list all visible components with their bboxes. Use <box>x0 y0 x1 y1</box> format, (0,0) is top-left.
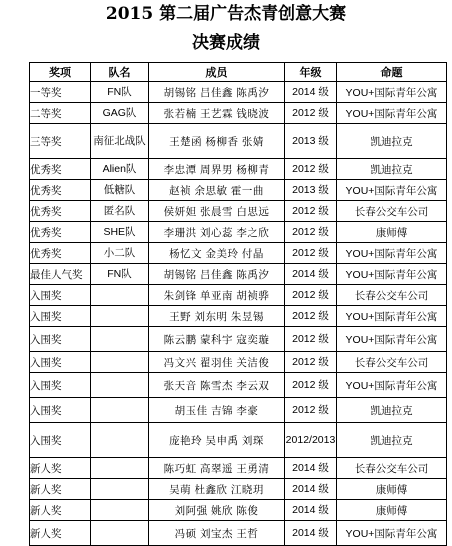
award-cell: 入围奖 <box>30 285 91 306</box>
members-cell: 冯文兴 翟羽佳 关洁俊 <box>149 352 285 373</box>
topic-cell: YOU+国际青年公寓 <box>337 521 447 546</box>
table-row <box>30 285 447 306</box>
grade-cell: 2012 级 <box>285 201 337 222</box>
team-cell <box>91 398 149 423</box>
team-cell: GAG队 <box>91 103 149 124</box>
topic-cell: 凯迪拉克 <box>337 124 447 159</box>
members-cell: 李忠潭 周界男 杨柳青 <box>149 159 285 180</box>
grade-cell: 2014 级 <box>285 458 337 479</box>
table-row <box>30 124 447 159</box>
team-cell: Alien队 <box>91 159 149 180</box>
topic-cell: 长春公交车公司 <box>337 352 447 373</box>
table-row <box>30 373 447 398</box>
members-cell: 胡锡铭 吕佳鑫 陈禹汐 <box>149 82 285 103</box>
team-cell <box>91 327 149 352</box>
award-cell: 优秀奖 <box>30 180 91 201</box>
table-row <box>30 180 447 201</box>
topic-cell: YOU+国际青年公寓 <box>337 243 447 264</box>
grade-cell: 2012 级 <box>285 222 337 243</box>
topic-cell: 长春公交车公司 <box>337 201 447 222</box>
members-cell: 胡玉佳 吉锦 李豪 <box>149 398 285 423</box>
members-cell: 陈云鹏 蒙科宇 寇奕璇 <box>149 327 285 352</box>
topic-cell: YOU+国际青年公寓 <box>337 82 447 103</box>
award-cell: 新人奖 <box>30 458 91 479</box>
award-cell: 入围奖 <box>30 398 91 423</box>
grade-cell: 2012 级 <box>285 398 337 423</box>
topic-cell: 长春公交车公司 <box>337 458 447 479</box>
table-row <box>30 500 447 521</box>
award-cell: 新人奖 <box>30 521 91 546</box>
members-cell: 李珊洪 刘心蕊 李之欣 <box>149 222 285 243</box>
grade-cell: 2012 级 <box>285 103 337 124</box>
header-grade: 年级 <box>285 63 337 82</box>
topic-cell: YOU+国际青年公寓 <box>337 327 447 352</box>
award-cell: 优秀奖 <box>30 222 91 243</box>
grade-cell: 2012/2013 <box>285 423 337 458</box>
members-cell: 朱剑锋 单亚南 胡祯骅 <box>149 285 285 306</box>
grade-cell: 2012 级 <box>285 352 337 373</box>
grade-cell: 2012 级 <box>285 159 337 180</box>
team-cell <box>91 373 149 398</box>
team-cell <box>91 423 149 458</box>
table-row <box>30 222 447 243</box>
table-row <box>30 479 447 500</box>
grade-cell: 2014 级 <box>285 479 337 500</box>
table-row <box>30 82 447 103</box>
award-cell: 入围奖 <box>30 327 91 352</box>
header-team: 队名 <box>91 63 149 82</box>
table-row <box>30 458 447 479</box>
award-cell: 三等奖 <box>30 124 91 159</box>
members-cell: 冯硕 刘宝杰 王哲 <box>149 521 285 546</box>
award-cell: 二等奖 <box>30 103 91 124</box>
team-cell: FN队 <box>91 264 149 285</box>
page-title: 2015 第二届广告杰青创意大赛 <box>105 4 347 24</box>
header-award: 奖项 <box>30 63 91 82</box>
topic-cell: 凯迪拉克 <box>337 398 447 423</box>
table-row <box>30 103 447 124</box>
table-row <box>30 423 447 458</box>
team-cell <box>91 352 149 373</box>
award-cell: 优秀奖 <box>30 159 91 180</box>
topic-cell: 康师傅 <box>337 222 447 243</box>
team-cell <box>91 521 149 546</box>
grade-cell: 2014 级 <box>285 500 337 521</box>
team-cell: 南征北战队 <box>91 124 149 159</box>
grade-cell: 2012 级 <box>285 306 337 327</box>
award-cell: 入围奖 <box>30 373 91 398</box>
header-members: 成员 <box>149 63 285 82</box>
page-subtitle: 决赛成绩 <box>192 33 260 53</box>
grade-cell: 2014 级 <box>285 82 337 103</box>
members-cell: 侯妍妲 张晨雪 白思远 <box>149 201 285 222</box>
topic-cell: 康师傅 <box>337 479 447 500</box>
members-cell: 胡锡铭 吕佳鑫 陈禹汐 <box>149 264 285 285</box>
table-row <box>30 201 447 222</box>
team-cell <box>91 479 149 500</box>
team-cell <box>91 500 149 521</box>
table-row <box>30 243 447 264</box>
team-cell: FN队 <box>91 82 149 103</box>
table-row <box>30 521 447 546</box>
topic-cell: YOU+国际青年公寓 <box>337 373 447 398</box>
topic-cell: YOU+国际青年公寓 <box>337 103 447 124</box>
team-cell: 低糖队 <box>91 180 149 201</box>
members-cell: 王楚函 杨柳香 张婧 <box>149 124 285 159</box>
award-cell: 优秀奖 <box>30 243 91 264</box>
topic-cell: YOU+国际青年公寓 <box>337 306 447 327</box>
grade-cell: 2012 级 <box>285 327 337 352</box>
table-row <box>30 327 447 352</box>
members-cell: 张若楠 王艺霖 钱晓波 <box>149 103 285 124</box>
topic-cell: YOU+国际青年公寓 <box>337 180 447 201</box>
table-row <box>30 159 447 180</box>
members-cell: 杨忆文 金美玲 付晶 <box>149 243 285 264</box>
team-cell <box>91 306 149 327</box>
members-cell: 赵祯 余思敏 霍一曲 <box>149 180 285 201</box>
topic-cell: 康师傅 <box>337 500 447 521</box>
team-cell: SHE队 <box>91 222 149 243</box>
topic-cell: 凯迪拉克 <box>337 159 447 180</box>
team-cell <box>91 458 149 479</box>
grade-cell: 2013 级 <box>285 124 337 159</box>
members-cell: 张天音 陈雪杰 李云双 <box>149 373 285 398</box>
team-cell <box>91 285 149 306</box>
grade-cell: 2012 级 <box>285 243 337 264</box>
grade-cell: 2014 级 <box>285 264 337 285</box>
team-cell: 小二队 <box>91 243 149 264</box>
grade-cell: 2012 级 <box>285 373 337 398</box>
header-row <box>30 63 447 82</box>
topic-cell: 凯迪拉克 <box>337 423 447 458</box>
award-cell: 新人奖 <box>30 479 91 500</box>
award-cell: 新人奖 <box>30 500 91 521</box>
members-cell: 王野 刘东明 朱昱锡 <box>149 306 285 327</box>
header-topic: 命题 <box>337 63 447 82</box>
table-row <box>30 306 447 327</box>
award-cell: 入围奖 <box>30 352 91 373</box>
team-cell: 匿名队 <box>91 201 149 222</box>
table-row <box>30 398 447 423</box>
members-cell: 庞艳玲 吴申禹 刘琛 <box>149 423 285 458</box>
award-cell: 一等奖 <box>30 82 91 103</box>
table-row <box>30 352 447 373</box>
members-cell: 刘阿强 姚欣 陈俊 <box>149 500 285 521</box>
award-cell: 最佳人气奖 <box>30 264 91 285</box>
topic-cell: YOU+国际青年公寓 <box>337 264 447 285</box>
grade-cell: 2012 级 <box>285 285 337 306</box>
grade-cell: 2013 级 <box>285 180 337 201</box>
topic-cell: 长春公交车公司 <box>337 285 447 306</box>
members-cell: 陈巧虹 高翠遥 王勇清 <box>149 458 285 479</box>
award-cell: 入围奖 <box>30 423 91 458</box>
award-cell: 优秀奖 <box>30 201 91 222</box>
results-table <box>29 62 447 546</box>
members-cell: 吴萌 杜鑫欣 江晓玥 <box>149 479 285 500</box>
grade-cell: 2014 级 <box>285 521 337 546</box>
table-row <box>30 264 447 285</box>
award-cell: 入围奖 <box>30 306 91 327</box>
